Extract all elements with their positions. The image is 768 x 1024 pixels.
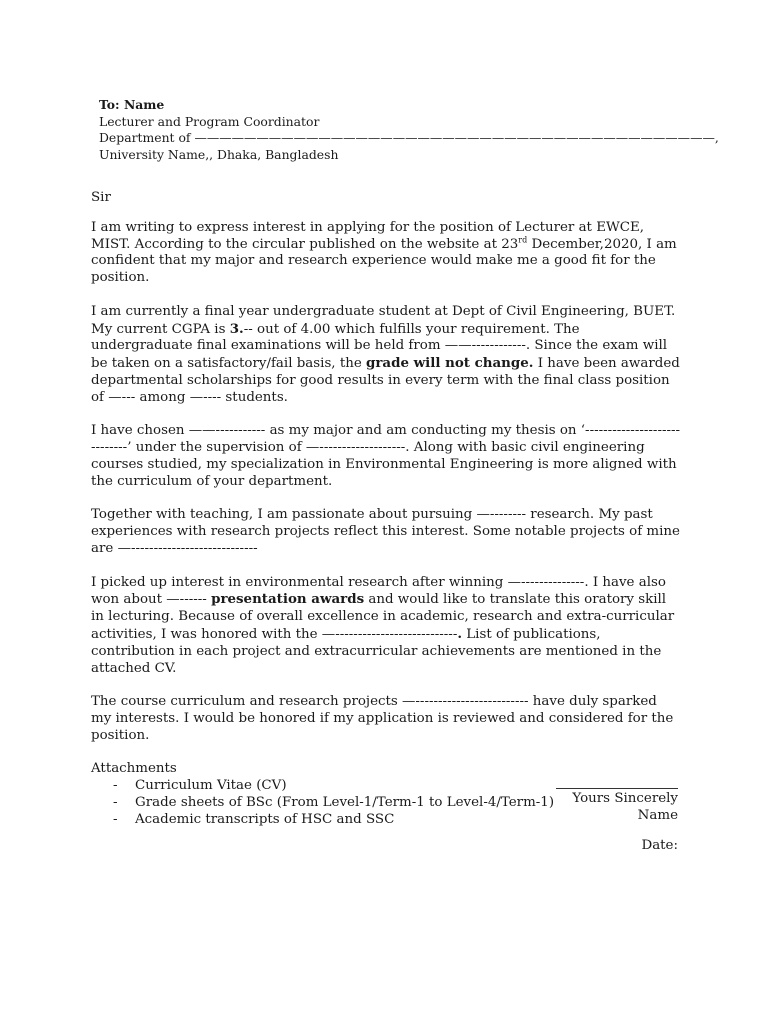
paragraph-awards-text-b: and would like to translate this oratory skill in lecturing. Because of overall excellence in academic, research and extra-curricular activities, I was honored with the —--------------------------- <box>91 592 675 642</box>
paragraph-education-text-a: I am currently a final year undergraduate student at Dept of Civil Engineering, BUET. My current CGPA is <box>91 303 676 337</box>
paragraph-awards-text-c: List of publications, contribution in each project and extracurricular achievements are mentioned in the attached CV. <box>91 626 662 676</box>
recipient-university: University Name,, Dhaka, Bangladesh <box>99 146 339 162</box>
paragraph-education-text-b: -- out of 4.00 which fulfills your requirement. The undergraduate final examinations will be held from ——------------. Since the exam will be taken on a satisfactory/fail basis, the <box>91 321 668 372</box>
paragraph-intro-text-b: December,2020, I am confident that my major and research experience would make me a good fit for the position. <box>91 236 677 286</box>
sender-name: Name <box>637 807 678 823</box>
signature-line <box>556 780 678 789</box>
ordinal-suffix: rd <box>518 235 528 245</box>
paragraph-research: Together with teaching, I am passionate about pursuing —-------- research. My past experiences with research projects reflect this interest. Some notable projects of mine are —---------------------------- <box>91 507 680 556</box>
paragraph-intro-text-a: I am writing to express interest in applying for the position of Lecturer at EWCE, MIST. According to the circular published on the website at 23 <box>91 219 645 252</box>
paragraph-intro <box>91 220 681 287</box>
attachments-title: Attachments <box>91 761 177 777</box>
presentation-awards: presentation awards <box>211 591 365 608</box>
attachment-label: Curriculum Vitae (CV) <box>135 778 287 794</box>
list-dash: - <box>113 811 118 827</box>
salutation: Sir <box>91 190 111 205</box>
signature-block <box>518 780 678 854</box>
list-dash: - <box>113 778 118 794</box>
paragraph-major: I have chosen ——----------- as my major and am conducting my thesis on ‘-----------------------------’ under the supervision of —-------------------. Along with basic civil engineering courses studied, my specialization in Environmental Engineering is more aligned with the curriculum of your department. <box>91 423 681 489</box>
recipient-department: Department of ——————————————————————————————————————————, <box>99 130 719 145</box>
paragraph-closing: The course curriculum and research projects —------------------------- have duly sparked my interests. I would be honored if my application is reviewed and considered for the position. <box>91 694 674 743</box>
paragraph-education-text-c: I have been awarded departmental scholarships for good results in every term with the final class position of —--- among —---- students. <box>91 356 680 405</box>
list-dash: - <box>113 794 118 810</box>
closing: Yours Sincerely <box>572 791 678 806</box>
paragraph-awards-text-a: I picked up interest in environmental research after winning —--------------. I have also won about —------ <box>91 574 666 608</box>
grade-note: grade will not change. <box>366 355 534 372</box>
cgpa-value: 3. <box>229 320 244 337</box>
recipient-address <box>99 97 719 163</box>
attachment-label: Grade sheets of BSc (From Level-1/Term-1 to Level-4/Term-1) <box>135 794 555 810</box>
attachment-label: Academic transcripts of HSC and SSC <box>135 811 395 827</box>
recipient-name: To: Name <box>99 97 165 112</box>
recipient-position: Lecturer and Program Coordinator <box>99 113 320 129</box>
paragraph-education <box>91 304 681 407</box>
paragraph-awards <box>91 575 681 678</box>
date-label: Date: <box>641 837 678 853</box>
letter-body <box>91 190 681 828</box>
honor-period: . <box>457 625 463 642</box>
